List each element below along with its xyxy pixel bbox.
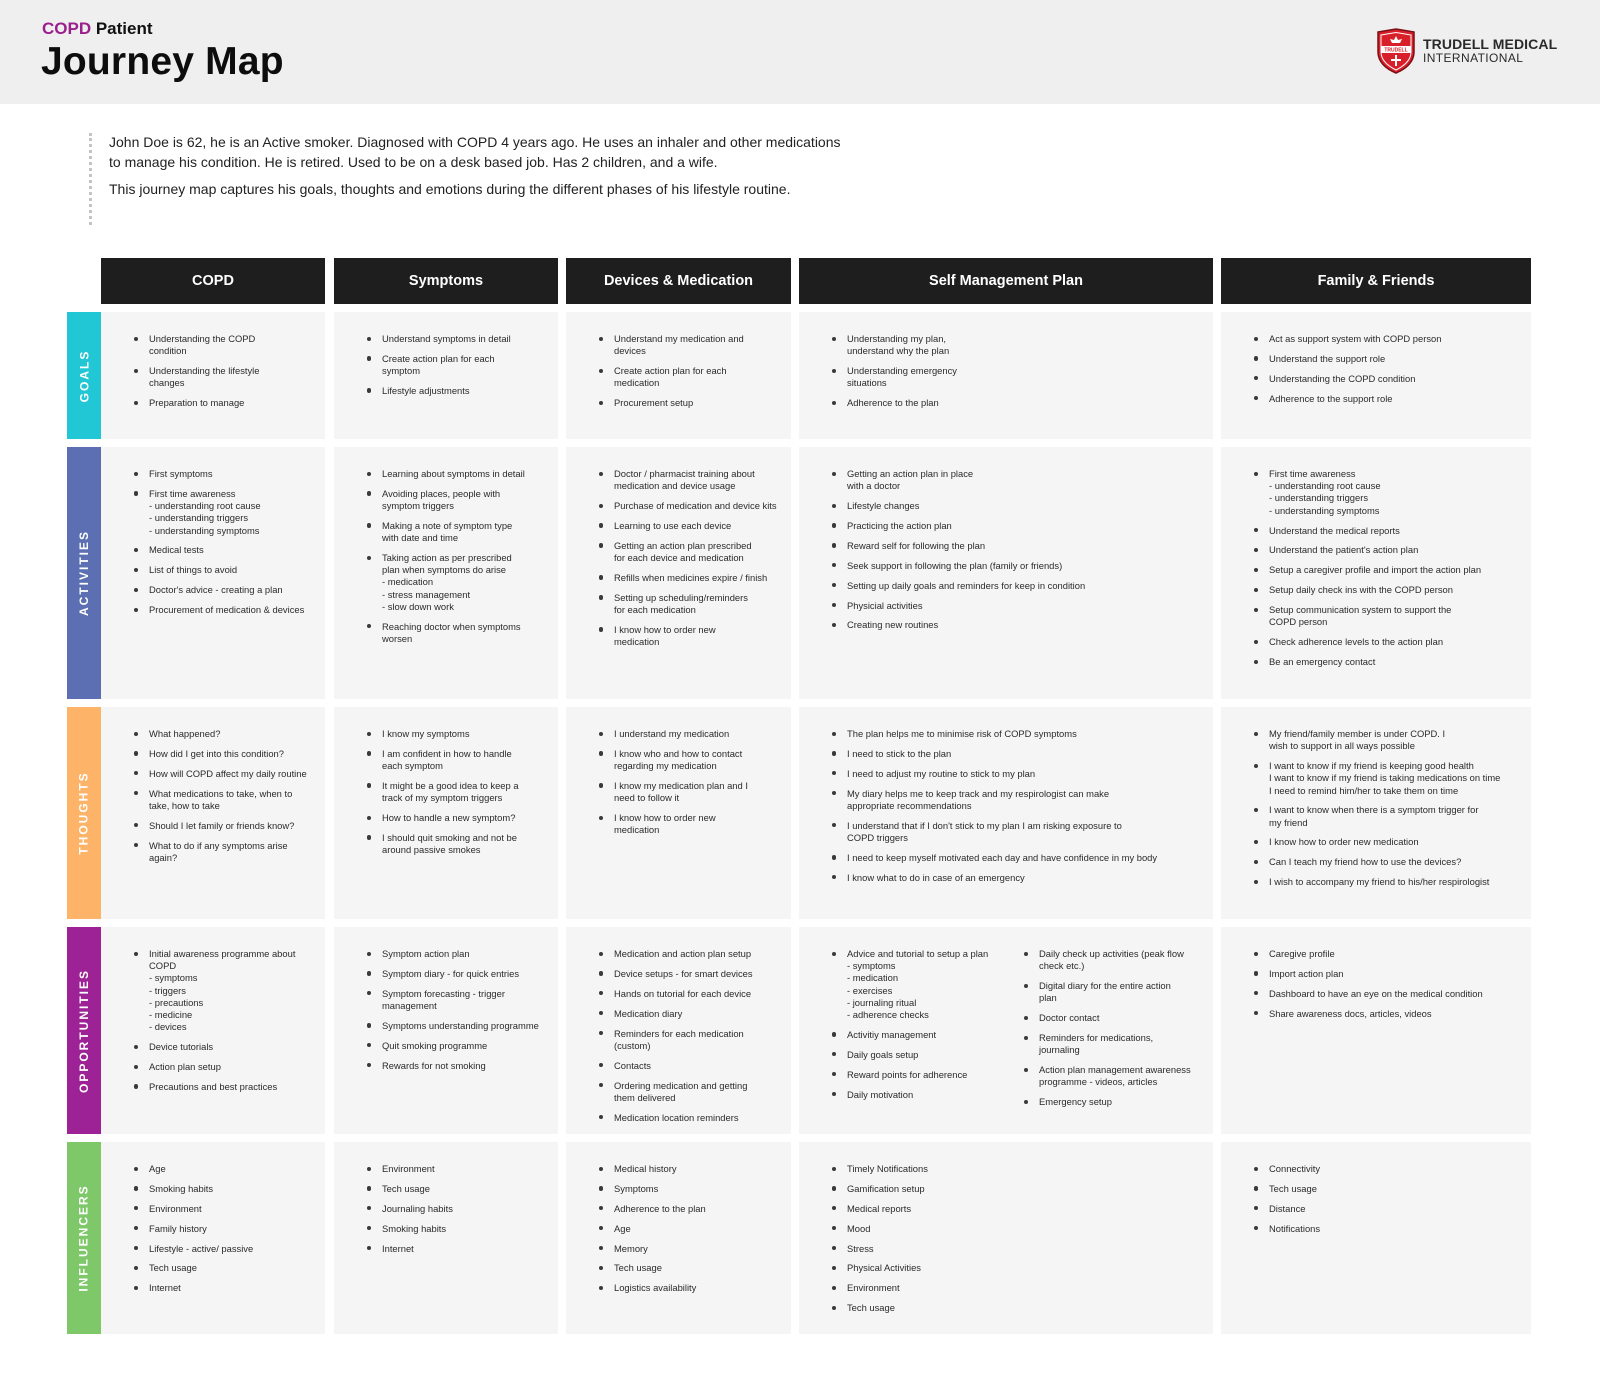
page-header <box>0 0 1600 104</box>
list-item: Symptom action plan <box>366 948 544 960</box>
list-item: I understand my medication <box>598 728 777 740</box>
list-item: Create action plan for each symptom <box>366 353 544 377</box>
intro-paragraph-2: This journey map captures his goals, thoughts and emotions during the different phases of his lifestyle routine. <box>109 181 791 197</box>
list-item: Setting up scheduling/reminders for each medication <box>598 592 777 616</box>
list-item: Gamification setup <box>831 1183 1199 1195</box>
list-item: My diary helps me to keep track and my respirologist can make appropriate recommendations <box>831 788 1199 812</box>
list-item: I should quit smoking and not be around passive smokes <box>366 832 544 856</box>
list-item: Medical history <box>598 1163 777 1175</box>
list-item: Import action plan <box>1253 968 1517 980</box>
list-item: Daily motivation <box>831 1089 1023 1101</box>
list-item: How to handle a new symptom? <box>366 812 544 824</box>
list-item: Advice and tutorial to setup a plan - symptoms - medication - exercises - journaling ritual - adherence checks <box>831 948 1023 1021</box>
cell-opportunities-family <box>1221 927 1531 1134</box>
list-item: Action plan setup <box>133 1061 311 1073</box>
list-item: Medication location reminders <box>598 1112 777 1124</box>
list-item: Tech usage <box>1253 1183 1517 1195</box>
list-item: Hands on tutorial for each device <box>598 988 777 1000</box>
list-item: Procurement of medication & devices <box>133 604 311 616</box>
cell-influencers-devices <box>566 1142 791 1334</box>
cell-activities-family <box>1221 447 1531 699</box>
list-item: I know my medication plan and I need to follow it <box>598 780 777 804</box>
row-label-influencers: INFLUENCERS <box>67 1142 101 1334</box>
list-item: I am confident in how to handle each symptom <box>366 748 544 772</box>
list-item: Understanding the COPD condition <box>133 333 311 357</box>
logo-name: TRUDELL MEDICAL <box>1423 36 1558 52</box>
list-item: Connectivity <box>1253 1163 1517 1175</box>
list-item: Lifestyle adjustments <box>366 385 544 397</box>
list-item: How did I get into this condition? <box>133 748 311 760</box>
list-item: Understanding the COPD condition <box>1253 373 1517 385</box>
list-item: Environment <box>366 1163 544 1175</box>
list-item: I understand that if I don't stick to my plan I am risking exposure to COPD triggers <box>831 820 1199 844</box>
list-item: Doctor's advice - creating a plan <box>133 584 311 596</box>
list-item: Family history <box>133 1223 311 1235</box>
cell-influencers-symptoms <box>334 1142 558 1334</box>
list-item: I know how to order new medication <box>598 624 777 648</box>
list-item: Reward self for following the plan <box>831 540 1199 552</box>
list-item: Symptoms <box>598 1183 777 1195</box>
cell-thoughts-symptoms <box>334 707 558 919</box>
list-item: Getting an action plan prescribed for each device and medication <box>598 540 777 564</box>
list-item: I know what to do in case of an emergency <box>831 872 1199 884</box>
list-item: Lifestyle changes <box>831 500 1199 512</box>
column-header-copd: COPD <box>101 258 325 304</box>
list-item: Understand the patient's action plan <box>1253 544 1517 556</box>
list-item: Medication and action plan setup <box>598 948 777 960</box>
list-item: Emergency setup <box>1023 1096 1215 1108</box>
list-item: Lifestyle - active/ passive <box>133 1243 311 1255</box>
list-item: Doctor contact <box>1023 1012 1215 1024</box>
list-item: Caregive profile <box>1253 948 1517 960</box>
list-item: Ordering medication and getting them delivered <box>598 1080 777 1104</box>
list-item: The plan helps me to minimise risk of COPD symptoms <box>831 728 1199 740</box>
list-item: Share awareness docs, articles, videos <box>1253 1008 1517 1020</box>
list-item: Reaching doctor when symptoms worsen <box>366 621 544 645</box>
cell-thoughts-family <box>1221 707 1531 919</box>
list-item: Action plan management awareness programme - videos, articles <box>1023 1064 1215 1088</box>
list-item: First time awareness - understanding root cause - understanding triggers - understanding symptoms <box>1253 468 1517 517</box>
column-header-self-management-plan: Self Management Plan <box>799 258 1213 304</box>
cell-thoughts-self-management <box>799 707 1213 919</box>
list-item: Procurement setup <box>598 397 777 409</box>
list-item: Smoking habits <box>366 1223 544 1235</box>
list-item: First time awareness - understanding root cause - understanding triggers - understanding symptoms <box>133 488 311 537</box>
list-item: How will COPD affect my daily routine <box>133 768 311 780</box>
kicker-accent: COPD <box>42 19 92 38</box>
list-item: Physicial activities <box>831 600 1199 612</box>
list-item: Refills when medicines expire / finish <box>598 572 777 584</box>
list-item: Rewards for not smoking <box>366 1060 544 1072</box>
shield-logo-icon <box>1375 28 1417 74</box>
list-item: Reminders for each medication (custom) <box>598 1028 777 1052</box>
list-item: Mood <box>831 1223 1199 1235</box>
list-item: Setup communication system to support the COPD person <box>1253 604 1517 628</box>
list-item: Adherence to the support role <box>1253 393 1517 405</box>
list-item: What to do if any symptoms arise again? <box>133 840 311 864</box>
list-item: Internet <box>366 1243 544 1255</box>
kicker-rest: Patient <box>91 19 153 38</box>
row-label-thoughts: THOUGHTS <box>67 707 101 919</box>
list-item: Practicing the action plan <box>831 520 1199 532</box>
list-item: Quit smoking programme <box>366 1040 544 1052</box>
list-item: Setup a caregiver profile and import the action plan <box>1253 564 1517 576</box>
list-item: I know my symptoms <box>366 728 544 740</box>
list-item: Seek support in following the plan (family or friends) <box>831 560 1199 572</box>
list-item: Check adherence levels to the action plan <box>1253 636 1517 648</box>
list-item: Symptoms understanding programme <box>366 1020 544 1032</box>
list-item: Doctor / pharmacist training about medication and device usage <box>598 468 777 492</box>
cell-influencers-self-management <box>799 1142 1213 1334</box>
list-item: Getting an action plan in place with a doctor <box>831 468 1199 492</box>
list-item: Adherence to the plan <box>831 397 1199 409</box>
list-item: I wish to accompany my friend to his/her respirologist <box>1253 876 1517 888</box>
list-item: Creating new routines <box>831 619 1199 631</box>
list-item: I know how to order new medication <box>598 812 777 836</box>
list-item: Understanding the lifestyle changes <box>133 365 311 389</box>
list-item: Can I teach my friend how to use the devices? <box>1253 856 1517 868</box>
list-item: Digital diary for the entire action plan <box>1023 980 1215 1004</box>
list-item: Create action plan for each medication <box>598 365 777 389</box>
cell-goals-self-management <box>799 312 1213 439</box>
cell-goals-copd <box>101 312 325 439</box>
row-label-opportunities: OPPORTUNITIES <box>67 927 101 1134</box>
logo-subtitle: INTERNATIONAL <box>1423 51 1524 65</box>
list-item: I need to stick to the plan <box>831 748 1199 760</box>
list-item: Environment <box>133 1203 311 1215</box>
list-item: Environment <box>831 1282 1199 1294</box>
list-item: Activitiy management <box>831 1029 1023 1041</box>
list-item: Medication diary <box>598 1008 777 1020</box>
cell-influencers-copd <box>101 1142 325 1334</box>
page-kicker <box>42 19 153 39</box>
list-item: Setting up daily goals and reminders for keep in condition <box>831 580 1199 592</box>
cell-thoughts-devices <box>566 707 791 919</box>
list-item: Memory <box>598 1243 777 1255</box>
list-item: Preparation to manage <box>133 397 311 409</box>
list-item: Timely Notifications <box>831 1163 1199 1175</box>
list-item: Precautions and best practices <box>133 1081 311 1093</box>
list-item: Reward points for adherence <box>831 1069 1023 1081</box>
list-item: Avoiding places, people with symptom triggers <box>366 488 544 512</box>
list-item: Symptom diary - for quick entries <box>366 968 544 980</box>
list-item: I need to adjust my routine to stick to my plan <box>831 768 1199 780</box>
list-item: Tech usage <box>831 1302 1199 1314</box>
list-item: I know who and how to contact regarding my medication <box>598 748 777 772</box>
list-item: I want to know when there is a symptom trigger for my friend <box>1253 804 1517 828</box>
cell-activities-self-management <box>799 447 1213 699</box>
list-item: Initial awareness programme about COPD - symptoms - triggers - precautions - medicine - devices <box>133 948 311 1033</box>
list-item: List of things to avoid <box>133 564 311 576</box>
list-item: Learning about symptoms in detail <box>366 468 544 480</box>
list-item: What happened? <box>133 728 311 740</box>
row-label-goals: GOALS <box>67 312 101 439</box>
list-item: Contacts <box>598 1060 777 1072</box>
row-label-activities: ACTIVITIES <box>67 447 101 699</box>
cell-activities-symptoms <box>334 447 558 699</box>
cell-activities-copd <box>101 447 325 699</box>
list-item: First symptoms <box>133 468 311 480</box>
list-item: Symptom forecasting - trigger management <box>366 988 544 1012</box>
column-header-devices-medication: Devices & Medication <box>566 258 791 304</box>
list-item: Understand my medication and devices <box>598 333 777 357</box>
list-item: Age <box>598 1223 777 1235</box>
cell-activities-devices <box>566 447 791 699</box>
list-item: Reminders for medications, journaling <box>1023 1032 1215 1056</box>
company-logo <box>1375 28 1557 74</box>
list-item: It might be a good idea to keep a track of my symptom triggers <box>366 780 544 804</box>
list-item: Dashboard to have an eye on the medical condition <box>1253 988 1517 1000</box>
list-item: Purchase of medication and device kits <box>598 500 777 512</box>
list-item: Setup daily check ins with the COPD person <box>1253 584 1517 596</box>
list-item: Medical tests <box>133 544 311 556</box>
persona-intro <box>89 133 849 225</box>
list-item: Understand the medical reports <box>1253 525 1517 537</box>
list-item: Making a note of symptom type with date and time <box>366 520 544 544</box>
list-item: Tech usage <box>366 1183 544 1195</box>
list-item: My friend/family member is under COPD. I wish to support in all ways possible <box>1253 728 1517 752</box>
cell-influencers-family <box>1221 1142 1531 1334</box>
list-item: Stress <box>831 1243 1199 1255</box>
list-item: Age <box>133 1163 311 1175</box>
list-item: Act as support system with COPD person <box>1253 333 1517 345</box>
svg-text:TRUDELL: TRUDELL <box>1384 47 1408 54</box>
list-item: Be an emergency contact <box>1253 656 1517 668</box>
list-item: Understand the support role <box>1253 353 1517 365</box>
cell-thoughts-copd <box>101 707 325 919</box>
list-item: Taking action as per prescribed plan when symptoms do arise - medication - stress management - slow down work <box>366 552 544 613</box>
list-item: Should I let family or friends know? <box>133 820 311 832</box>
list-item: Smoking habits <box>133 1183 311 1195</box>
list-item: I know how to order new medication <box>1253 836 1517 848</box>
list-item: Understanding my plan, understand why the plan <box>831 333 1199 357</box>
list-item: Device tutorials <box>133 1041 311 1053</box>
list-item: What medications to take, when to take, how to take <box>133 788 311 812</box>
cell-opportunities-copd <box>101 927 325 1134</box>
intro-paragraph-1: John Doe is 62, he is an Active smoker. Diagnosed with COPD 4 years ago. He uses an inhaler and other medications to manage his condition. He is retired. Used to be on a desk based job. Has 2 children, and a wife. <box>109 134 841 170</box>
cell-goals-family <box>1221 312 1531 439</box>
cell-goals-devices <box>566 312 791 439</box>
list-item: Tech usage <box>598 1262 777 1274</box>
list-item: Notifications <box>1253 1223 1517 1235</box>
list-item: I want to know if my friend is keeping good health I want to know if my friend is taking medications on time I need to remind him/her to take them on time <box>1253 760 1517 797</box>
list-item: Medical reports <box>831 1203 1199 1215</box>
cell-opportunities-self-management <box>799 927 1213 1134</box>
column-header-symptoms: Symptoms <box>334 258 558 304</box>
cell-goals-symptoms <box>334 312 558 439</box>
column-header-family-friends: Family & Friends <box>1221 258 1531 304</box>
cell-opportunities-devices <box>566 927 791 1134</box>
list-item: Tech usage <box>133 1262 311 1274</box>
list-item: Physical Activities <box>831 1262 1199 1274</box>
list-item: Adherence to the plan <box>598 1203 777 1215</box>
list-item: Distance <box>1253 1203 1517 1215</box>
cell-opportunities-symptoms <box>334 927 558 1134</box>
list-item: Understand symptoms in detail <box>366 333 544 345</box>
list-item: Learning to use each device <box>598 520 777 532</box>
page-title: Journey Map <box>41 40 284 83</box>
list-item: Logistics availability <box>598 1282 777 1294</box>
list-item: Journaling habits <box>366 1203 544 1215</box>
list-item: Daily check up activities (peak flow check etc.) <box>1023 948 1215 972</box>
list-item: Understanding emergency situations <box>831 365 1199 389</box>
list-item: Device setups - for smart devices <box>598 968 777 980</box>
list-item: Internet <box>133 1282 311 1294</box>
list-item: I need to keep myself motivated each day and have confidence in my body <box>831 852 1199 864</box>
list-item: Daily goals setup <box>831 1049 1023 1061</box>
